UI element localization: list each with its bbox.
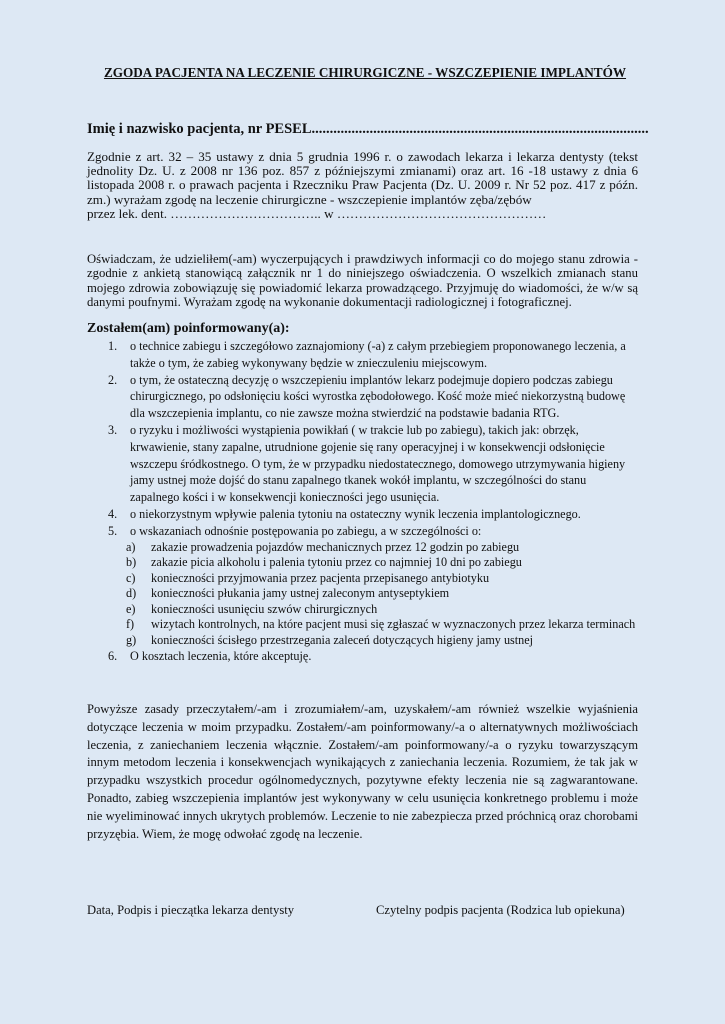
item-number: 2. <box>108 372 118 387</box>
sub-list-item <box>108 617 638 633</box>
sub-item-text: wizytach kontrolnych, na które pacjent musi się zgłaszać w wyznaczonych przez lekarza terminach <box>151 617 636 632</box>
list-item <box>108 648 638 665</box>
doctor-signature-label: Data, Podpis i pieczątka lekarza dentysty <box>87 903 295 917</box>
sub-item-letter: b) <box>126 555 137 570</box>
item-number: 5. <box>108 523 118 538</box>
list-item <box>108 372 638 422</box>
final-paragraph: Powyższe zasady przeczytałem/-am i zrozumiałem/-am, uzyskałem/-am również wszelkie wyjaśnienia dotyczące leczenia w moim przypadku. Zostałem/-am poinformowany/-a o alternatywnych możliwościach leczenia, z zaniechaniem leczenia włącznie. Zostałem/-am poinformowany/-a o ryzyku towarzyszącym innym metodom leczenia i konsekwencjach wynikających z zaniechania leczenia. Rozumiem, że tak jak w przypadku wszystkich procedur ogólnomedycznych, pozytywne efekty leczenia nie są zagwarantowane. Ponadto, zabieg wszczepienia implantów jest wykonywany w celu usunięcia konkretnego problemu i może nie wyeliminować innych ukrytych problemów. Leczenie to nie zabezpiecza przed próchnicą oraz chorobami przyzębia. Wiem, że mogę odwołać zgodę na leczenie. <box>87 702 638 841</box>
sub-item-letter: f) <box>126 617 135 632</box>
sub-list-item <box>108 633 638 649</box>
sub-item-text: konieczności usunięciu szwów chirurgicznych <box>151 601 378 616</box>
informed-list <box>108 338 638 665</box>
legal-basis-text: Zgodnie z art. 32 – 35 ustawy z dnia 5 grudnia 1996 r. o zawodach lekarza i lekarza dentysty (tekst jednolity Dz. U. z 2008 nr 136 poz. 857 z późniejszymi zmianami) oraz art. 16 -18 ustawy z dnia 6 listopada 2008 r. o prawach pacjenta i Rzeczniku Praw Pacjenta (Dz. U. 2009 r. Nr 52 poz. 417 z późn. zm.) wyrażam zgodę na leczenie chirurgiczne - wszczepienie implantów zęba/zębów <box>87 149 638 207</box>
sub-item-text: konieczności przyjmowania przez pacjenta przepisanego antybiotyku <box>151 570 490 585</box>
sub-item-letter: d) <box>126 586 137 601</box>
list-item <box>108 506 638 523</box>
list-item <box>108 422 638 506</box>
sub-list-item <box>108 571 638 587</box>
item-text: O kosztach leczenia, które akceptuję. <box>130 649 312 664</box>
informed-heading: Zostałem(am) poinformowany(a): <box>87 321 290 336</box>
item-text: o technice zabiegu i szczegółowo zaznajomiony (-a) z całym przebiegiem proponowanego leczenia, a także o tym, że zabieg wykonywany będzie w znieczuleniu miejscowym. <box>130 339 626 370</box>
item-text: o ryzyku i możliwości wystąpienia powikłań ( w trakcie lub po zabiegu), takich jak: obrzęk, krwawienie, stany zapalne, utrudnione gojenie się rany operacyjnej i w konsekwencji odsłonięcie wszczepu śródkostnego. O tym, że w przypadku niedostatecznego, domowego utrzymywania higieny jamy ustnej może dojść do stanu zapalnego tkanek wokół implantu, w szczególności do stanu zapalnego kości i w konsekwencji konieczności jego usunięcia. <box>130 422 626 505</box>
sub-item-letter: c) <box>126 570 136 585</box>
patient-name-line: Imię i nazwisko pacjenta, nr PESEL............................................................................................. <box>87 121 649 137</box>
list-item <box>108 338 638 372</box>
sub-list-item <box>108 555 638 571</box>
item-text: o wskazaniach odnośnie postępowania po zabiegu, a w szczególności o: <box>130 523 482 538</box>
sub-item-letter: g) <box>126 632 137 647</box>
item-text: o tym, że ostateczną decyzję o wszczepieniu implantów lekarz podejmuje dopiero podczas zabiegu chirurgicznego, po odsłonięciu kości wyrostka zębodołowego. Kość może mieć niekorzystną budowę dla wszczepienia implantu, co nie zawsze można stwierdzić na podstawie badania RTG. <box>130 372 626 421</box>
sub-list-item <box>108 602 638 618</box>
item-number: 6. <box>108 649 118 664</box>
list-item <box>108 523 638 540</box>
sub-list-item <box>108 540 638 556</box>
patient-signature-label: Czytelny podpis pacjenta (Rodzica lub opiekuna) <box>376 903 625 917</box>
doctor-place-line: przez lek. dent. …………………………….. w ………………………………………… <box>87 205 547 221</box>
sub-item-text: zakazie picia alkoholu i palenia tytoniu przez co najmniej 10 dni po zabiegu <box>151 555 522 570</box>
sub-item-text: konieczności płukania jamy ustnej zaleconym antyseptykiem <box>151 586 450 601</box>
sub-item-letter: a) <box>126 539 136 554</box>
item-text: o niekorzystnym wpływie palenia tytoniu na ostateczny wynik leczenia implantologicznego. <box>130 506 581 521</box>
sub-list-item <box>108 586 638 602</box>
sub-item-letter: e) <box>126 601 136 616</box>
document-title: ZGODA PACJENTA NA LECZENIE CHIRURGICZNE - WSZCZEPIENIE IMPLANTÓW <box>103 65 627 80</box>
item-number: 3. <box>108 422 118 437</box>
item-number: 1. <box>108 339 118 353</box>
legal-basis-paragraph <box>87 150 638 221</box>
sub-item-text: konieczności ścisłego przestrzegania zaleceń dotyczących higieny jamy ustnej <box>151 632 534 647</box>
declaration-paragraph: Oświadczam, że udzieliłem(-am) wyczerpujących i prawdziwych informacji co do mojego stanu zdrowia - zgodnie z ankietą stanowiącą załącznik nr 1 do niniejszego oświadczenia. O wszelkich zmianach stanu mojego zdrowia zobowiązuję się powiadomić lekarza prowadzącego. Przyjmuję do wiadomości, że w/w są danymi poufnymi. Wyrażam zgodę na wykonanie dokumentacji radiologicznej i fotograficznej. <box>87 252 638 309</box>
item-number: 4. <box>108 506 118 521</box>
sub-item-text: zakazie prowadzenia pojazdów mechanicznych przez 12 godzin po zabiegu <box>151 539 520 554</box>
